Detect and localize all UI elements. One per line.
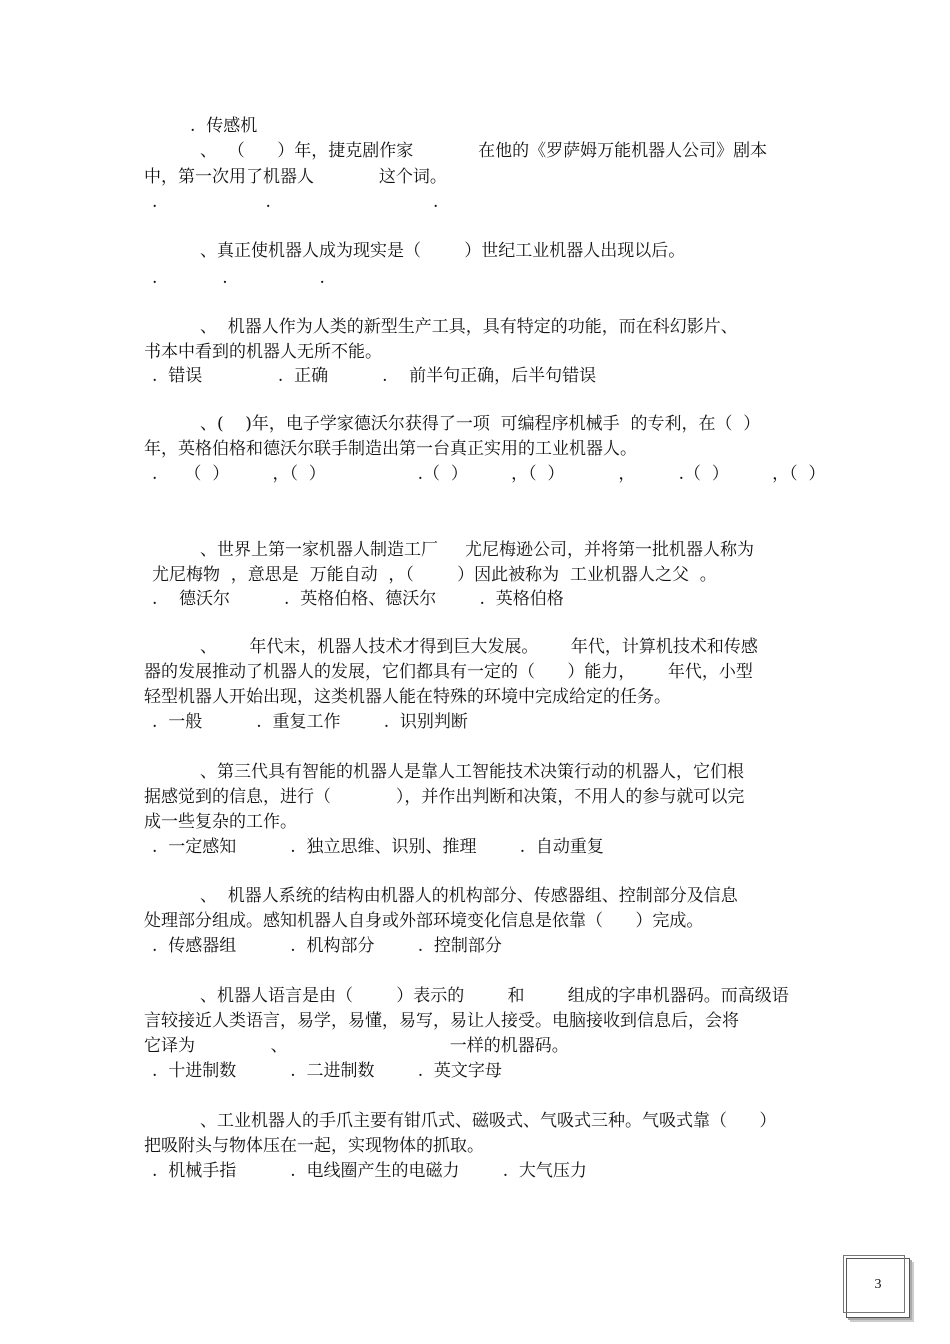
page-number-box [846, 1258, 910, 1318]
text-line: 、 机器人作为人类的新型生产工具，具有特定的功能，而在科幻影片、 [200, 317, 738, 337]
text-line: 、真正使机器人成为现实是（ ）世纪工业机器人出现以后。 [200, 241, 686, 261]
text-line: 、工业机器人的手爪主要有钳爪式、磁吸式、气吸式三种。气吸式靠（ ） [200, 1111, 777, 1131]
text-line: . 德沃尔 . 英格伯格、德沃尔 . 英格伯格 [152, 589, 564, 609]
text-line: 、 年代末，机器人技术才得到巨大发展。 年代，计算机技术和传感 [200, 637, 758, 657]
text-line: 、机器人语言是由（ ）表示的 和 组成的字串机器码。而高级语 [200, 986, 789, 1006]
text-line: 言较接近人类语言，易学，易懂，易写，易让人接受。电脑接收到信息后，会将 [144, 1011, 739, 1031]
page-number: 3 [874, 1277, 882, 1292]
text-line: 尤尼梅物 ，意思是 万能自动 ，（ ）因此被称为 工业机器人之父 。 [152, 565, 717, 585]
text-line: . . . [152, 268, 325, 288]
text-line: . 传感机 [190, 116, 258, 136]
text-line: 、世界上第一家机器人制造工厂 尤尼梅逊公司，并将第一批机器人称为 [200, 540, 755, 560]
text-line: 、 （ ）年，捷克剧作家 在他的《罗萨姆万能机器人公司》剧本 [200, 141, 768, 161]
text-line: 、 机器人系统的结构由机器人的机构部分、传感器组、控制部分及信息 [200, 886, 738, 906]
text-line: . 一般 . 重复工作 . 识别判断 [152, 712, 468, 732]
text-line: 年，英格伯格和德沃尔联手制造出第一台真正实用的工业机器人。 [144, 439, 637, 459]
text-line: 据感觉到的信息，进行（ ），并作出判断和决策，不用人的参与就可以完 [144, 787, 745, 807]
text-line: 、( )年，电子学家德沃尔获得了一项 可编程序机械手 的专利，在（ ） [200, 414, 761, 434]
text-line: . 传感器组 . 机构部分 . 控制部分 [152, 936, 502, 956]
text-line: . . . [152, 192, 439, 212]
text-line: . 十进制数 . 二进制数 . 英文字母 [152, 1061, 502, 1081]
text-line: 它译为 、 一样的机器码。 [144, 1036, 569, 1056]
text-line: . 一定感知 . 独立思维、识别、推理 . 自动重复 [152, 837, 604, 857]
text-line: 器的发展推动了机器人的发展，它们都具有一定的（ ）能力， 年代，小型 [144, 662, 753, 682]
text-line: 把吸附头与物体压在一起，实现物体的抓取。 [144, 1136, 484, 1156]
text-line: 成一些复杂的工作。 [144, 812, 297, 832]
text-line: 、第三代具有智能的机器人是靠人工智能技术决策行动的机器人，它们根 [200, 762, 744, 782]
text-line: 处理部分组成。感知机器人自身或外部环境变化信息是依靠（ ）完成。 [144, 911, 704, 931]
text-line: . 机械手指 . 电线圈产生的电磁力 . 大气压力 [152, 1161, 587, 1181]
text-line: . （ ） ，（ ） .（ ） ，（ ） ， .（ ） ，（ ） [152, 464, 826, 484]
text-line: 中，第一次用了机器人 这个词。 [144, 167, 447, 187]
text-line: . 错误 . 正确 . 前半句正确，后半句错误 [152, 366, 597, 386]
text-line: 书本中看到的机器人无所不能。 [144, 342, 382, 362]
text-line: 轻型机器人开始出现，这类机器人能在特殊的环境中完成给定的任务。 [144, 687, 671, 707]
